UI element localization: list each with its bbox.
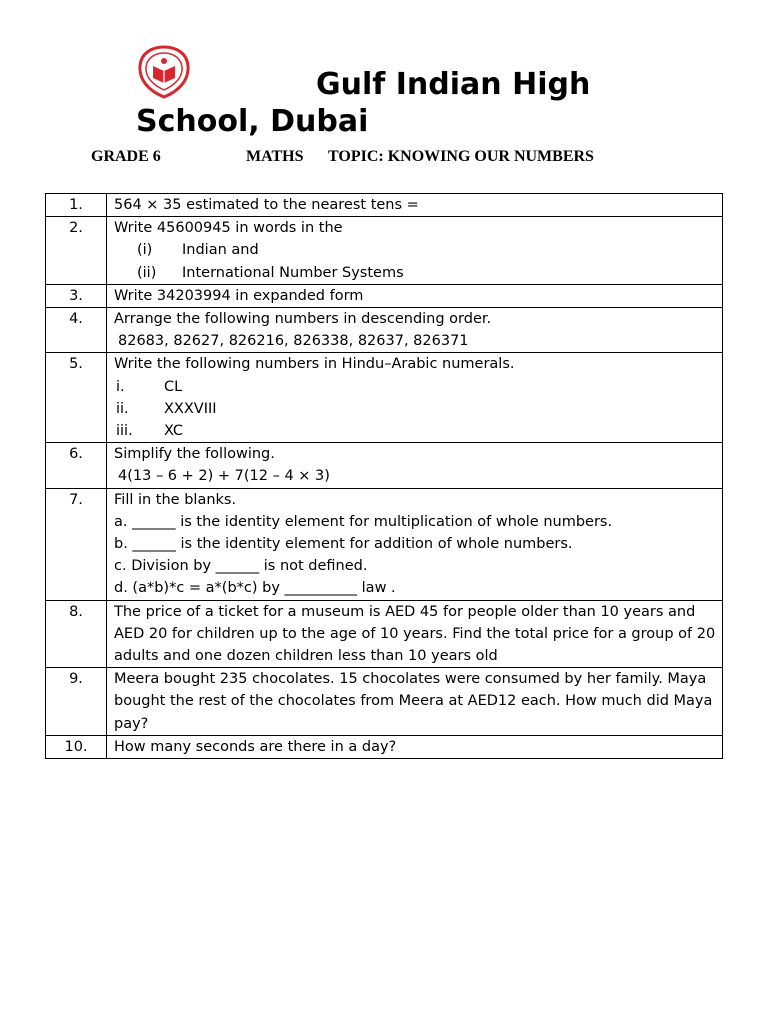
sub-item [114, 420, 722, 442]
sub-item-text: International Number Systems [182, 264, 404, 281]
question-line: Arrange the following numbers in descending order. [114, 311, 492, 328]
question-text [107, 194, 723, 217]
question-line: Write 34203994 in expanded form [114, 287, 364, 304]
question-line: b. ______ is the identity element for addition of whole numbers. [114, 536, 573, 553]
school-name [136, 66, 696, 140]
question-number: 3. [46, 284, 107, 307]
question-text [107, 488, 723, 600]
question-row [46, 194, 723, 217]
question-paragraph: The price of a ticket for a museum is AED 45 for people older than 10 years and AED 20 for children up to the age of 10 years. Find the total price for a group of 20 adults and one dozen children less than 10 years old [114, 603, 716, 665]
sub-item-marker: ii. [116, 400, 129, 417]
topic-label: TOPIC: KNOWING OUR NUMBERS [328, 148, 594, 165]
question-row [46, 308, 723, 353]
sub-item-text: XC [164, 423, 184, 440]
question-number: 5. [46, 353, 107, 443]
grade-label: GRADE 6 [91, 148, 161, 165]
question-row [46, 353, 723, 443]
sub-item-marker: (i) [137, 242, 153, 259]
question-line: 564 × 35 estimated to the nearest tens = [114, 197, 419, 213]
question-number: 10. [46, 735, 107, 758]
question-number: 1. [46, 194, 107, 217]
question-text [107, 668, 723, 736]
question-paragraph: Meera bought 235 chocolates. 15 chocolates were consumed by her family. Maya bought the rest of the chocolates from Meera at AED12 each. How much did Maya pay? [114, 671, 713, 732]
question-text [107, 353, 723, 443]
sub-item [114, 262, 722, 284]
question-text [107, 217, 723, 285]
question-row [46, 735, 723, 758]
sub-item [114, 239, 722, 261]
questions-table [45, 193, 723, 759]
question-line: c. Division by ______ is not defined. [114, 558, 368, 575]
question-line: Simplify the following. [114, 446, 275, 463]
question-row [46, 284, 723, 307]
question-line: Write 45600945 in words in the [114, 220, 343, 237]
sub-item-text: XXXVIII [164, 400, 217, 417]
question-number: 8. [46, 600, 107, 668]
question-row [46, 443, 723, 488]
question-row [46, 217, 723, 285]
sub-item-marker: iii. [116, 423, 133, 440]
question-number: 7. [46, 488, 107, 600]
question-text [107, 308, 723, 353]
question-line: Write the following numbers in Hindu–Arabic numerals. [114, 356, 515, 373]
question-number: 4. [46, 308, 107, 353]
question-text [107, 284, 723, 307]
sub-item-marker: i. [116, 378, 125, 395]
sub-item-text: CL [164, 378, 183, 395]
question-line: Fill in the blanks. [114, 491, 237, 508]
question-line: a. ______ is the identity element for multiplication of whole numbers. [114, 513, 613, 530]
question-line: d. (a*b)*c = a*(b*c) by __________ law . [114, 580, 396, 597]
question-text [107, 443, 723, 488]
sub-item [114, 398, 722, 420]
sub-item [114, 376, 722, 398]
sub-item-marker: (ii) [137, 264, 157, 281]
question-line: 4(13 – 6 + 2) + 7(12 – 4 × 3) [118, 468, 330, 485]
school-name-line1: Gulf Indian High [316, 67, 591, 102]
question-text [107, 600, 723, 668]
question-row [46, 668, 723, 736]
question-row [46, 600, 723, 668]
question-text [107, 735, 723, 758]
question-number: 6. [46, 443, 107, 488]
question-row [46, 488, 723, 600]
question-line: 82683, 82627, 826216, 826338, 82637, 826371 [118, 333, 469, 350]
question-line: How many seconds are there in a day? [114, 738, 397, 755]
sub-item-text: Indian and [182, 242, 259, 259]
subject-label: MATHS [246, 148, 304, 165]
question-number: 2. [46, 217, 107, 285]
question-number: 9. [46, 668, 107, 736]
school-name-line2: School, Dubai [136, 104, 369, 139]
